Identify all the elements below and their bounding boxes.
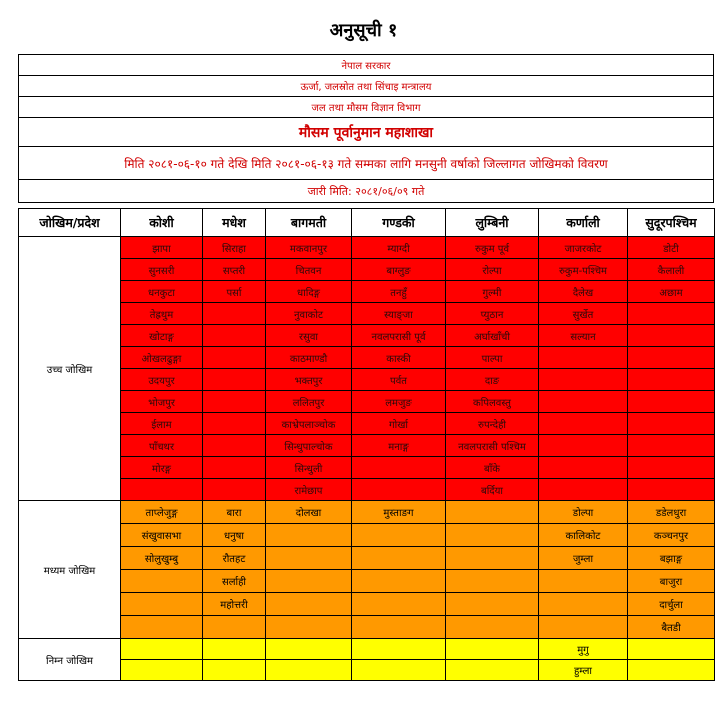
risk-row-medium [19, 616, 715, 639]
district-cell: सर्लाही [203, 570, 266, 593]
district-cell [266, 639, 352, 660]
district-cell: अछाम [628, 281, 715, 303]
district-cell: डोल्पा [539, 501, 628, 524]
risk-row-medium [19, 524, 715, 547]
district-cell [121, 593, 203, 616]
district-cell [121, 479, 203, 501]
district-cell: बाँके [446, 457, 539, 479]
risk-row-high [19, 391, 715, 413]
district-cell [203, 616, 266, 639]
district-cell: धनुषा [203, 524, 266, 547]
district-cell [352, 479, 446, 501]
district-cell: दार्चुला [628, 593, 715, 616]
district-cell [628, 413, 715, 435]
department-line: जल तथा मौसम विज्ञान विभाग [19, 97, 714, 118]
district-cell [628, 347, 715, 369]
column-header-row [19, 209, 715, 237]
district-cell [628, 369, 715, 391]
district-cell: जाजरकोट [539, 237, 628, 259]
district-cell: काभ्रेपलाञ्चोक [266, 413, 352, 435]
risk-table [18, 208, 715, 681]
district-cell [628, 479, 715, 501]
district-cell: कञ्चनपुर [628, 524, 715, 547]
risk-row-low [19, 639, 715, 660]
risk-row-high [19, 457, 715, 479]
district-cell: तेह्रथुम [121, 303, 203, 325]
district-cell: बझाङ्ग [628, 547, 715, 570]
district-cell [352, 593, 446, 616]
district-cell [203, 660, 266, 681]
district-cell [628, 457, 715, 479]
district-cell [203, 435, 266, 457]
header-table [18, 54, 714, 203]
district-cell: दोलखा [266, 501, 352, 524]
district-cell: सिन्धुपाल्चोक [266, 435, 352, 457]
district-cell [266, 616, 352, 639]
district-cell [446, 593, 539, 616]
district-cell [203, 347, 266, 369]
district-cell: ललितपुर [266, 391, 352, 413]
district-cell: लमजुङ [352, 391, 446, 413]
district-cell [628, 391, 715, 413]
district-cell: जुम्ला [539, 547, 628, 570]
risk-row-medium [19, 501, 715, 524]
risk-row-high [19, 479, 715, 501]
district-cell [121, 616, 203, 639]
risk-row-medium [19, 593, 715, 616]
district-cell: महोत्तरी [203, 593, 266, 616]
district-cell [539, 391, 628, 413]
district-cell: धनकुटा [121, 281, 203, 303]
risk-row-high [19, 303, 715, 325]
risk-row-high [19, 435, 715, 457]
district-cell: उदयपुर [121, 369, 203, 391]
district-cell [352, 570, 446, 593]
district-cell: बाजुरा [628, 570, 715, 593]
risk-row-high [19, 259, 715, 281]
district-cell [266, 660, 352, 681]
risk-row-high [19, 369, 715, 391]
district-cell [539, 435, 628, 457]
risk-row-medium [19, 570, 715, 593]
district-cell [352, 547, 446, 570]
district-cell [539, 593, 628, 616]
district-cell [121, 660, 203, 681]
district-cell: पाँचथर [121, 435, 203, 457]
district-cell [446, 524, 539, 547]
district-cell: नवलपरासी पूर्व [352, 325, 446, 347]
risk-label-medium: मध्यम जोखिम [19, 501, 121, 639]
district-cell: सिराहा [203, 237, 266, 259]
district-cell [203, 391, 266, 413]
district-cell: बाग्लुङ [352, 259, 446, 281]
district-cell [539, 347, 628, 369]
risk-row-high [19, 413, 715, 435]
district-cell: काठमाण्डौ [266, 347, 352, 369]
district-cell [539, 616, 628, 639]
district-cell [266, 524, 352, 547]
district-cell: रुकुम-पश्चिम [539, 259, 628, 281]
risk-row-high [19, 281, 715, 303]
ministry-line: ऊर्जा, जलस्रोत तथा सिंचाइ मन्त्रालय [19, 76, 714, 97]
district-cell [121, 639, 203, 660]
district-cell: खोटाङ्ग [121, 325, 203, 347]
column-header: बागमती [266, 209, 352, 237]
district-cell [203, 457, 266, 479]
district-cell [203, 369, 266, 391]
district-cell: म्याग्दी [352, 237, 446, 259]
district-cell: सुर्खेत [539, 303, 628, 325]
district-cell [352, 660, 446, 681]
district-cell: पाल्पा [446, 347, 539, 369]
district-cell: बारा [203, 501, 266, 524]
district-cell: मकवानपुर [266, 237, 352, 259]
district-cell [628, 660, 715, 681]
district-cell: तनहुँ [352, 281, 446, 303]
risk-row-medium [19, 547, 715, 570]
column-header: कोशी [121, 209, 203, 237]
district-cell: सुनसरी [121, 259, 203, 281]
column-header: कर्णाली [539, 209, 628, 237]
district-cell: प्युठान [446, 303, 539, 325]
district-cell [121, 570, 203, 593]
district-cell [539, 369, 628, 391]
district-cell [352, 457, 446, 479]
district-cell: मोरङ्ग [121, 457, 203, 479]
district-cell [203, 479, 266, 501]
risk-label-high: उच्च जोखिम [19, 237, 121, 501]
district-cell: भोजपुर [121, 391, 203, 413]
risk-row-high [19, 325, 715, 347]
district-cell: कालिकोट [539, 524, 628, 547]
risk-row-high [19, 347, 715, 369]
district-cell: बर्दिया [446, 479, 539, 501]
district-cell: नवलपरासी पश्चिम [446, 435, 539, 457]
district-cell: झापा [121, 237, 203, 259]
district-cell: कपिलवस्तु [446, 391, 539, 413]
district-cell [628, 303, 715, 325]
document-title: अनुसूची १ [329, 20, 398, 41]
district-cell: गोर्खा [352, 413, 446, 435]
risk-row-high [19, 237, 715, 259]
district-cell: बैतडी [628, 616, 715, 639]
column-header: लुम्बिनी [446, 209, 539, 237]
district-cell: ओखलढुङ्गा [121, 347, 203, 369]
district-cell [203, 325, 266, 347]
district-cell [446, 660, 539, 681]
district-cell [539, 479, 628, 501]
district-cell: कास्की [352, 347, 446, 369]
district-cell: रुपन्देही [446, 413, 539, 435]
district-cell [266, 593, 352, 616]
district-cell: रोल्पा [446, 259, 539, 281]
district-cell: दैलेख [539, 281, 628, 303]
district-cell: संखुवासभा [121, 524, 203, 547]
district-cell [628, 325, 715, 347]
district-cell: हुम्ला [539, 660, 628, 681]
district-cell: दाङ [446, 369, 539, 391]
district-cell: रामेछाप [266, 479, 352, 501]
column-header: मधेश [203, 209, 266, 237]
district-cell [352, 639, 446, 660]
district-cell: सप्तरी [203, 259, 266, 281]
district-cell [539, 413, 628, 435]
district-cell: मुस्ताङग [352, 501, 446, 524]
column-header: सुदूरपश्चिम [628, 209, 715, 237]
district-cell [203, 303, 266, 325]
district-cell: रौतहट [203, 547, 266, 570]
district-cell [352, 616, 446, 639]
district-cell [628, 639, 715, 660]
district-cell [446, 547, 539, 570]
district-cell: ताप्लेजुङ्ग [121, 501, 203, 524]
district-cell: मनाङ्ग [352, 435, 446, 457]
district-cell: अर्घाखाँची [446, 325, 539, 347]
district-cell: रसुवा [266, 325, 352, 347]
risk-label-low: निम्न जोखिम [19, 639, 121, 681]
district-cell [446, 501, 539, 524]
district-cell: पर्सा [203, 281, 266, 303]
risk-row-low [19, 660, 715, 681]
division-line: मौसम पूर्वानुमान महाशाखा [19, 118, 714, 147]
district-cell: पर्वत [352, 369, 446, 391]
district-cell [203, 413, 266, 435]
district-cell: गुल्मी [446, 281, 539, 303]
district-cell: रुकुम पूर्व [446, 237, 539, 259]
district-cell [203, 639, 266, 660]
district-cell [446, 616, 539, 639]
district-cell: ईलाम [121, 413, 203, 435]
district-cell: स्याङ्जा [352, 303, 446, 325]
district-cell: मुगु [539, 639, 628, 660]
district-cell: सल्यान [539, 325, 628, 347]
district-cell: धादिङ्ग [266, 281, 352, 303]
district-cell [266, 570, 352, 593]
district-cell: सिन्धुली [266, 457, 352, 479]
district-cell: नुवाकोट [266, 303, 352, 325]
district-cell [539, 570, 628, 593]
government-line: नेपाल सरकार [19, 55, 714, 76]
district-cell: भक्तपुर [266, 369, 352, 391]
district-cell [446, 639, 539, 660]
report-description: मिति २०८१-०६-१० गते देखि मिति २०८१-०६-१३ गते सम्मका लागि मनसुनी वर्षाको जिल्लागत जोखिमको विवरण [19, 147, 714, 180]
district-cell: सोलुखुम्बु [121, 547, 203, 570]
issue-date: जारी मिति: २०८१/०६/०९ गते [19, 180, 714, 203]
district-cell [352, 524, 446, 547]
district-cell [446, 570, 539, 593]
district-cell [539, 457, 628, 479]
district-cell [266, 547, 352, 570]
district-cell: डडेलधुरा [628, 501, 715, 524]
district-cell: कैलाली [628, 259, 715, 281]
district-cell [628, 435, 715, 457]
column-header: जोखिम/प्रदेश [19, 209, 121, 237]
column-header: गण्डकी [352, 209, 446, 237]
district-cell: डोटी [628, 237, 715, 259]
district-cell: चितवन [266, 259, 352, 281]
